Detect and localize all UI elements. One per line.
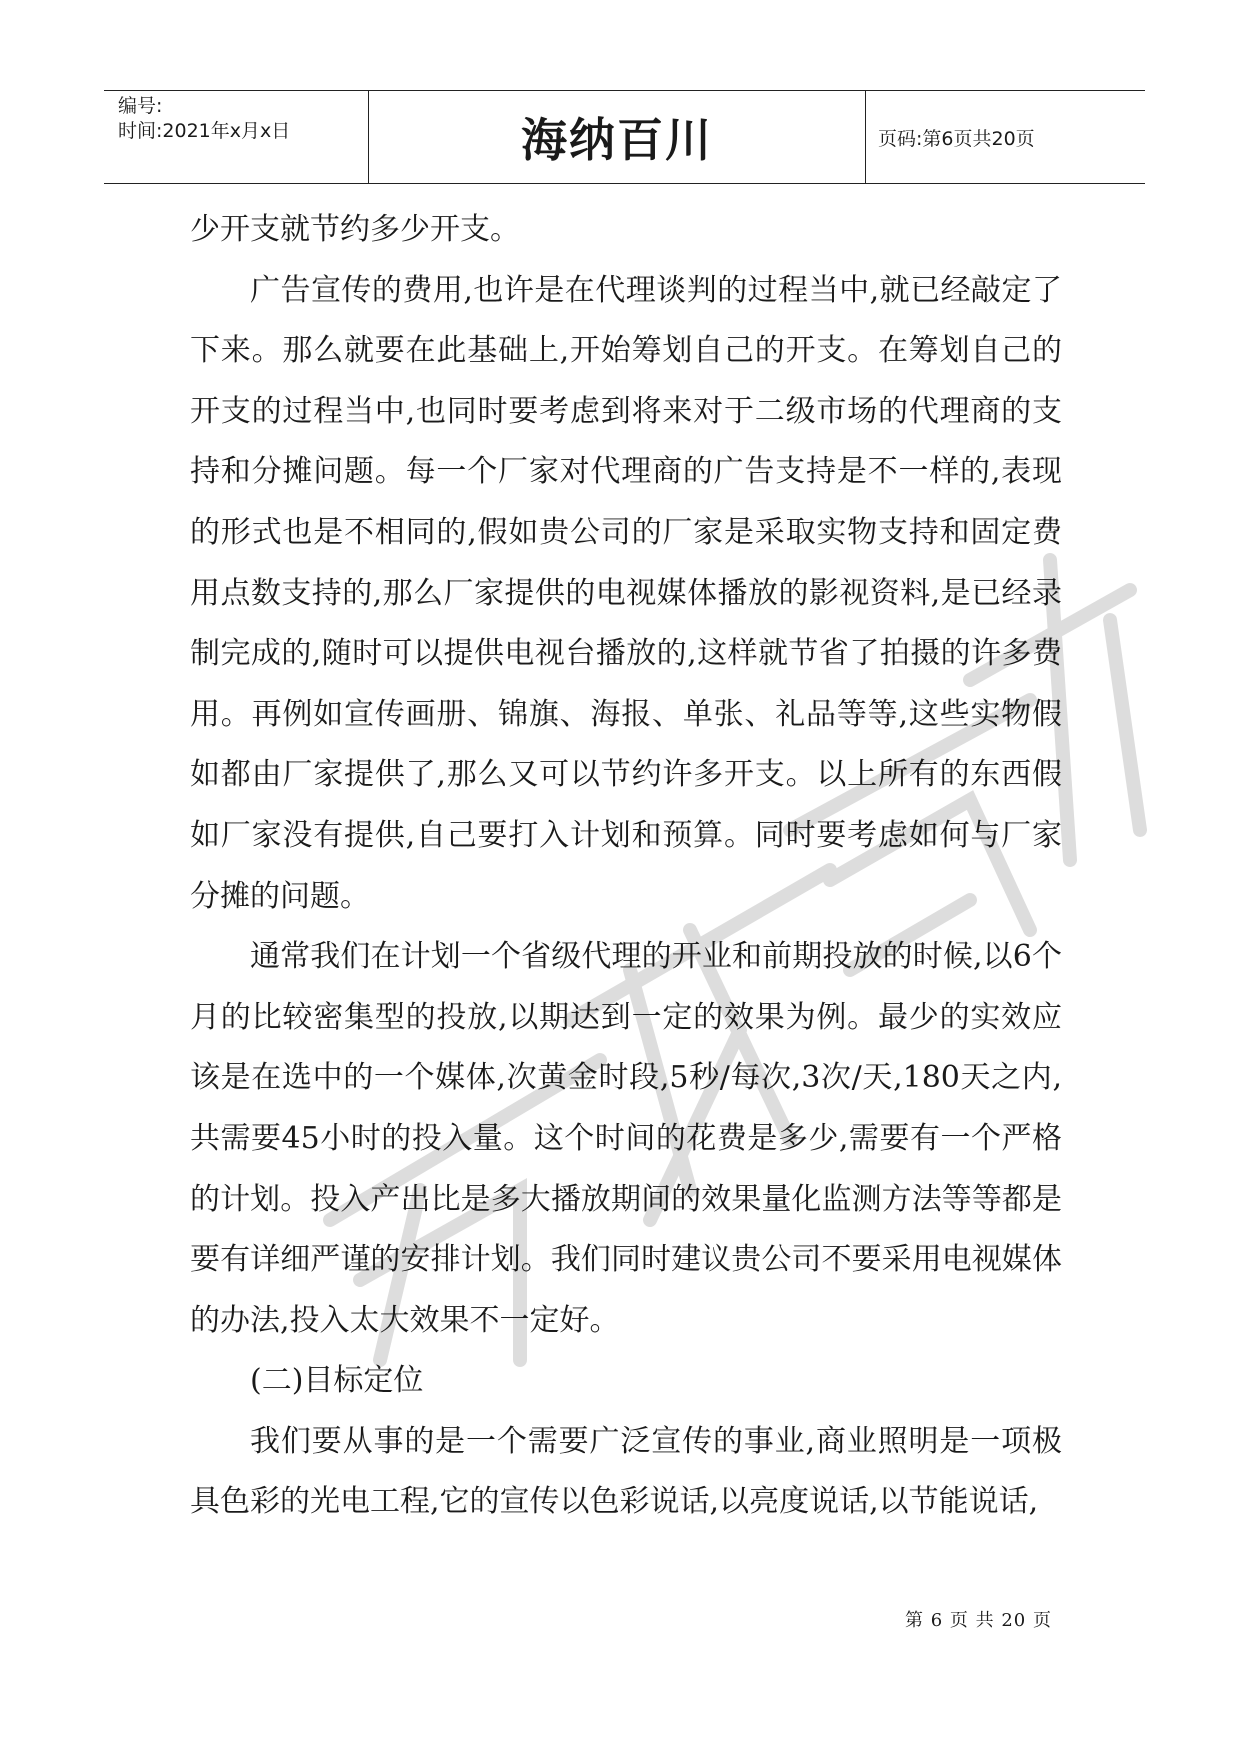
document-body (190, 200, 1062, 1533)
paragraph-target-positioning: 我们要从事的是一个需要广泛宣传的事业,商业照明是一项极具色彩的光电工程,它的宣传以色彩说话,以亮度说话,以节能说话, (190, 1423, 1062, 1520)
document-header (104, 90, 1145, 184)
section-heading-target-positioning: (二)目标定位 (250, 1363, 424, 1399)
paragraph-media-plan: 通常我们在计划一个省级代理的开业和前期投放的时候,以6个月的比较密集型的投放,以期达到一定的效果为例。最少的实效应该是在选中的一个媒体,次黄金时段,5秒/每次,3次/天,180天之内,共需要45小时的投入量。这个时间的花费是多少,需要有一个严格的计划。投入产出比是多大播放期间的效果量化监测方法等等都是要有详细严谨的安排计划。我们同时建议贵公司不要采用电视媒体的办法,投入太大效果不一定好。 (190, 939, 1062, 1338)
header-page-number: 页码:第6页共20页 (878, 127, 1035, 150)
header-page-cell (866, 91, 1145, 183)
page-footer: 第 6 页 共 20 页 (905, 1610, 1052, 1631)
document-time-label: 时间:2021年x月x日 (118, 120, 291, 142)
paragraph-advertising-costs: 广告宣传的费用,也许是在代理谈判的过程当中,就已经敲定了下来。那么就要在此基础上,开始筹划自己的开支。在筹划自己的开支的过程当中,也同时要考虑到将来对于二级市场的代理商的支持和分摊问题。每一个厂家对代理商的广告支持是不一样的,表现的形式也是不相同的,假如贵公司的厂家是采取实物支持和固定费用点数支持的,那么厂家提供的电视媒体播放的影视资料,是已经录制完成的,随时可以提供电视台播放的,这样就节省了拍摄的许多费用。再例如宣传画册、锦旗、海报、单张、礼品等等,这些实物假如都由厂家提供了,那么又可以节约许多开支。以上所有的东西假如厂家没有提供,自己要打入计划和预算。同时要考虑如何与厂家分摊的问题。 (190, 272, 1062, 914)
paragraph-continuation: 少开支就节约多少开支。 (190, 212, 520, 247)
header-title-cell (369, 91, 866, 183)
header-info-cell (104, 91, 369, 183)
document-number-label: 编号: (118, 95, 163, 117)
document-title: 海纳百川 (521, 113, 713, 167)
